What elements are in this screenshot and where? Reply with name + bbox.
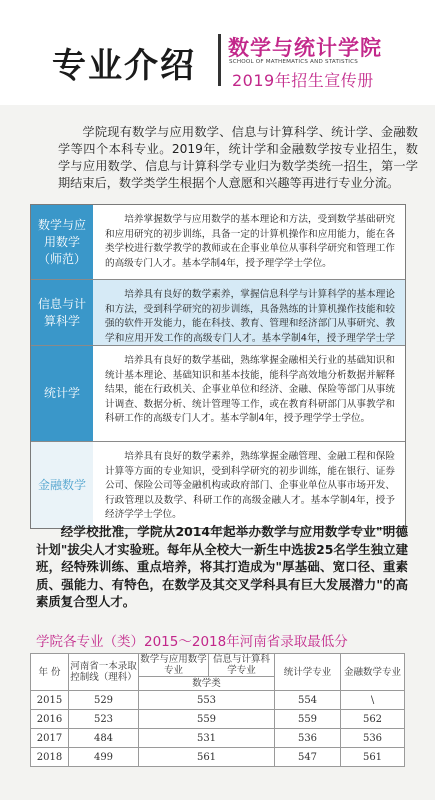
major-description: 培养具有良好的数学基础，熟练掌握金融相关行业的基础知识和统计基本理论、基础知识和基本技能，能科学高效地分析数据并解释结果，能在行政机关、企事业单位和经济、金融、保险等部门从事统计调查、数据分析、统计管理等工作，或在教育科研部门从事教学和科研工作的高级专门人才。基本学制4年，授予理学学士学位。 [93, 346, 405, 441]
score-table-title: 学院各专业（类）2015～2018年河南省录取最低分 [36, 634, 348, 650]
cell-math: 559 [139, 710, 275, 729]
elite-program-paragraph: 经学校批准，学院从2014年起举办数学与应用数学专业"明德计划"拔尖人才实验班。每年从全校大一新生中选拔25名学生独立建班，经特殊训练、重点培养，将其打造成为"厚基础、宽口径、重素质、强能力、有特色，在数学及其交叉学科具有巨大发展潜力"的高素质复合型人才。 [36, 524, 408, 609]
cell-stats: 559 [275, 710, 341, 729]
cell-finance: 561 [341, 748, 405, 767]
cell-finance: \ [341, 691, 405, 710]
cell-finance: 536 [341, 729, 405, 748]
cell-stats: 554 [275, 691, 341, 710]
major-row [31, 442, 405, 528]
major-name: 金融数学 [31, 442, 93, 528]
brochure-title: 2019年招生宣传册 [232, 71, 374, 90]
cell-control: 523 [69, 710, 139, 729]
cell-stats: 547 [275, 748, 341, 767]
title-divider [218, 34, 221, 86]
major-name: 统计学 [31, 346, 93, 441]
header-control-line: 河南省一本录取控制线（理科） [69, 654, 139, 691]
cell-control: 529 [69, 691, 139, 710]
header [0, 0, 435, 105]
header-info-comp: 信息与计算科学专业 [209, 654, 275, 677]
major-row [31, 280, 405, 346]
header-finance: 金融数学专业 [341, 654, 405, 691]
cell-math: 531 [139, 729, 275, 748]
header-stats: 统计学专业 [275, 654, 341, 691]
major-description: 培养掌握数学与应用数学的基本理论和方法，受到数学基础研究和应用研究的初步训练，具备一定的计算机操作和应用能力，能在各类学校进行数学教学的教师或在企事业单位从事科学研究和管理工作的高级专门人才。基本学制4年，授予理学学士学位。 [93, 205, 405, 279]
table-header-row [31, 654, 405, 677]
major-name: 信息与计算科学 [31, 280, 93, 345]
header-math-class: 数学类 [139, 677, 275, 691]
majors-table [30, 204, 406, 529]
cell-year: 2015 [31, 691, 69, 710]
intro-paragraph: 学院现有数学与应用数学、信息与计算科学、统计学、金融数学等四个本科专业。2019年，统计学和金融数学按专业招生，数学与应用数学、信息与计算科学专业归为数学类统一招生，第一学期结束后，数学类学生根据个人意愿和兴趣等再进行专业分流。 [58, 125, 418, 190]
page-title: 专业介绍 [52, 46, 196, 86]
cell-year: 2016 [31, 710, 69, 729]
major-description: 培养具有良好的数学素养，掌握信息科学与计算科学的基本理论和方法，受到科学研究的初步训练，具备熟练的计算机操作技能和较强的软件开发能力，能在科技、教育、管理和经济部门从事研究、教学和应用开发工作的高级专门人才。基本学制4年，授予理学学士学 [93, 280, 405, 345]
cell-control: 499 [69, 748, 139, 767]
table-row [31, 710, 405, 729]
major-row [31, 346, 405, 442]
major-name: 数学与应用数学（师范） [31, 205, 93, 279]
score-table [30, 653, 405, 767]
cell-math: 553 [139, 691, 275, 710]
table-row [31, 748, 405, 767]
header-math-app: 数学与应用数学专业 [140, 654, 207, 676]
major-row [31, 205, 405, 280]
cell-stats: 536 [275, 729, 341, 748]
table-row [31, 691, 405, 710]
cell-finance: 562 [341, 710, 405, 729]
cell-year: 2018 [31, 748, 69, 767]
cell-math: 561 [139, 748, 275, 767]
major-description: 培养具有良好的数学素养，熟练掌握金融管理、金融工程和保险计算等方面的专业知识，受到科学研究的初步训练，能在银行、证券公司、保险公司等金融机构或政府部门、企事业单位从事市场开发、行政管理以及数学、科研工作的高级金融人才。基本学制4年，授予经济学学士学位。 [93, 442, 405, 528]
school-name-cn: 数学与统计学院 [228, 36, 382, 60]
cell-year: 2017 [31, 729, 69, 748]
table-row [31, 729, 405, 748]
header-year: 年 份 [31, 654, 69, 691]
school-name-en: SCHOOL OF MATHEMATICS AND STATISTICS [229, 59, 359, 65]
cell-control: 484 [69, 729, 139, 748]
